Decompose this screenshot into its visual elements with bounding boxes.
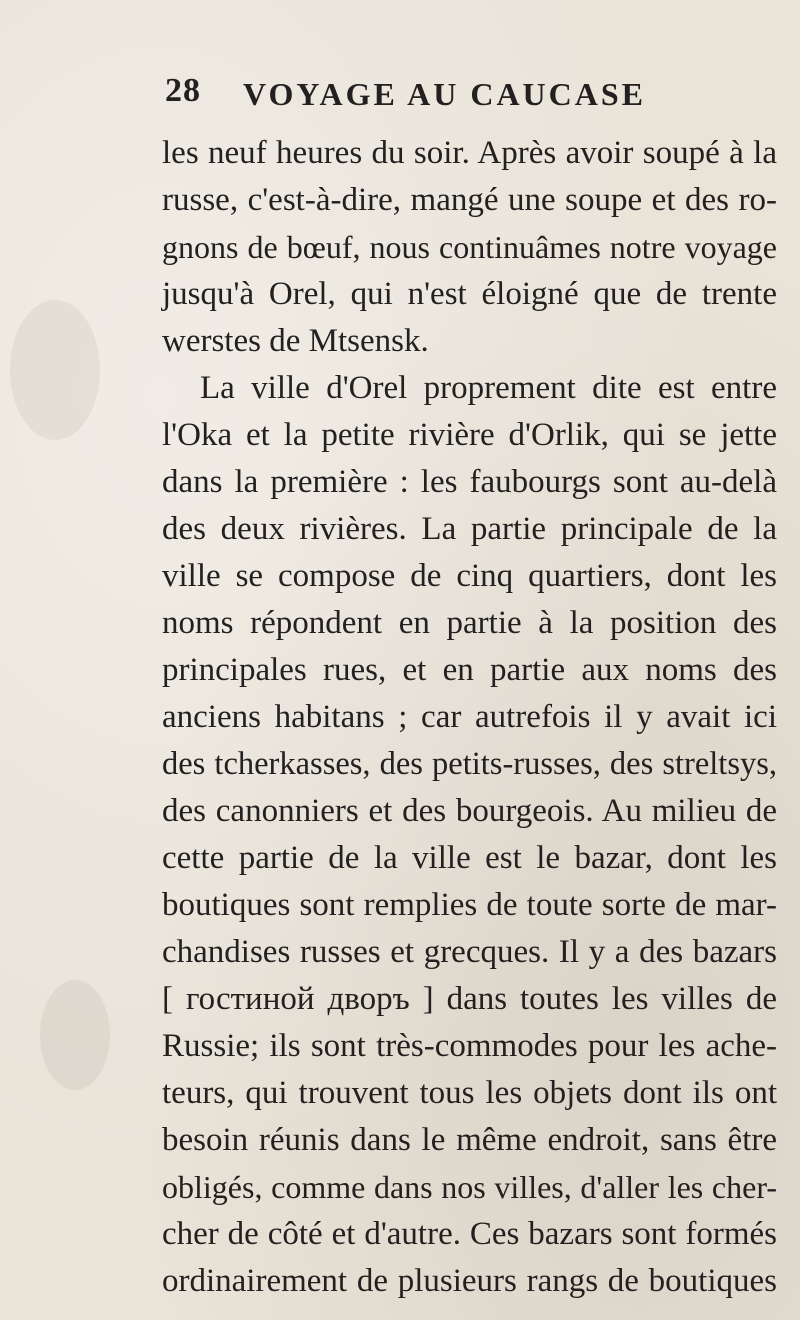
text-line-cyrillic: [ гостиной дворъ ] dans toutes les villes de: [162, 981, 777, 1017]
text-line: principales rues, et en partie aux noms des: [162, 652, 777, 688]
text-line: chandises russes et grecques. Il y a des bazars: [162, 934, 777, 970]
text-line: russe, c'est-à-dire, mangé une soupe et des ro-: [162, 182, 777, 218]
text-line: obligés, comme dans nos villes, d'aller les cher-: [162, 1169, 777, 1205]
page-number: 28: [165, 72, 201, 109]
text-line: Russie; ils sont très-commodes pour les ache-: [162, 1028, 777, 1064]
paper-stain: [10, 300, 100, 440]
paper-stain: [40, 980, 110, 1090]
text-line: boutiques sont remplies de toute sorte de mar-: [162, 887, 777, 923]
body-text: [162, 130, 777, 1305]
text-line: dans la première : les faubourgs sont au-delà: [162, 464, 777, 500]
text-line: jusqu'à Orel, qui n'est éloigné que de trente: [162, 276, 777, 312]
text-line: l'Oka et la petite rivière d'Orlik, qui se jette: [162, 417, 777, 453]
running-title: VOYAGE AU CAUCASE: [243, 76, 647, 112]
text-line: cette partie de la ville est le bazar, dont les: [162, 840, 777, 876]
text-line: anciens habitans ; car autrefois il y avait ici: [162, 699, 777, 735]
text-line: noms répondent en partie à la position des: [162, 605, 777, 641]
text-line: gnons de bœuf, nous continuâmes notre voyage: [162, 229, 777, 265]
text-line: des canonniers et des bourgeois. Au milieu de: [162, 793, 777, 829]
text-line: cher de côté et d'autre. Ces bazars sont formés: [162, 1216, 777, 1252]
paragraph-start-line: La ville d'Orel proprement dite est entre: [200, 370, 777, 406]
text-line: des tcherkasses, des petits-russes, des streltsys,: [162, 746, 777, 782]
text-line: teurs, qui trouvent tous les objets dont ils ont: [162, 1075, 777, 1111]
text-line: werstes de Mtsensk.: [162, 323, 429, 359]
page-header: [165, 72, 765, 122]
text-line: ville se compose de cinq quartiers, dont les: [162, 558, 777, 594]
text-line: des deux rivières. La partie principale de la: [162, 511, 777, 547]
text-line: les neuf heures du soir. Après avoir soupé à la: [162, 135, 777, 171]
text-line: ordinairement de plusieurs rangs de boutiques: [162, 1263, 777, 1299]
text-line: besoin réunis dans le même endroit, sans être: [162, 1122, 777, 1158]
